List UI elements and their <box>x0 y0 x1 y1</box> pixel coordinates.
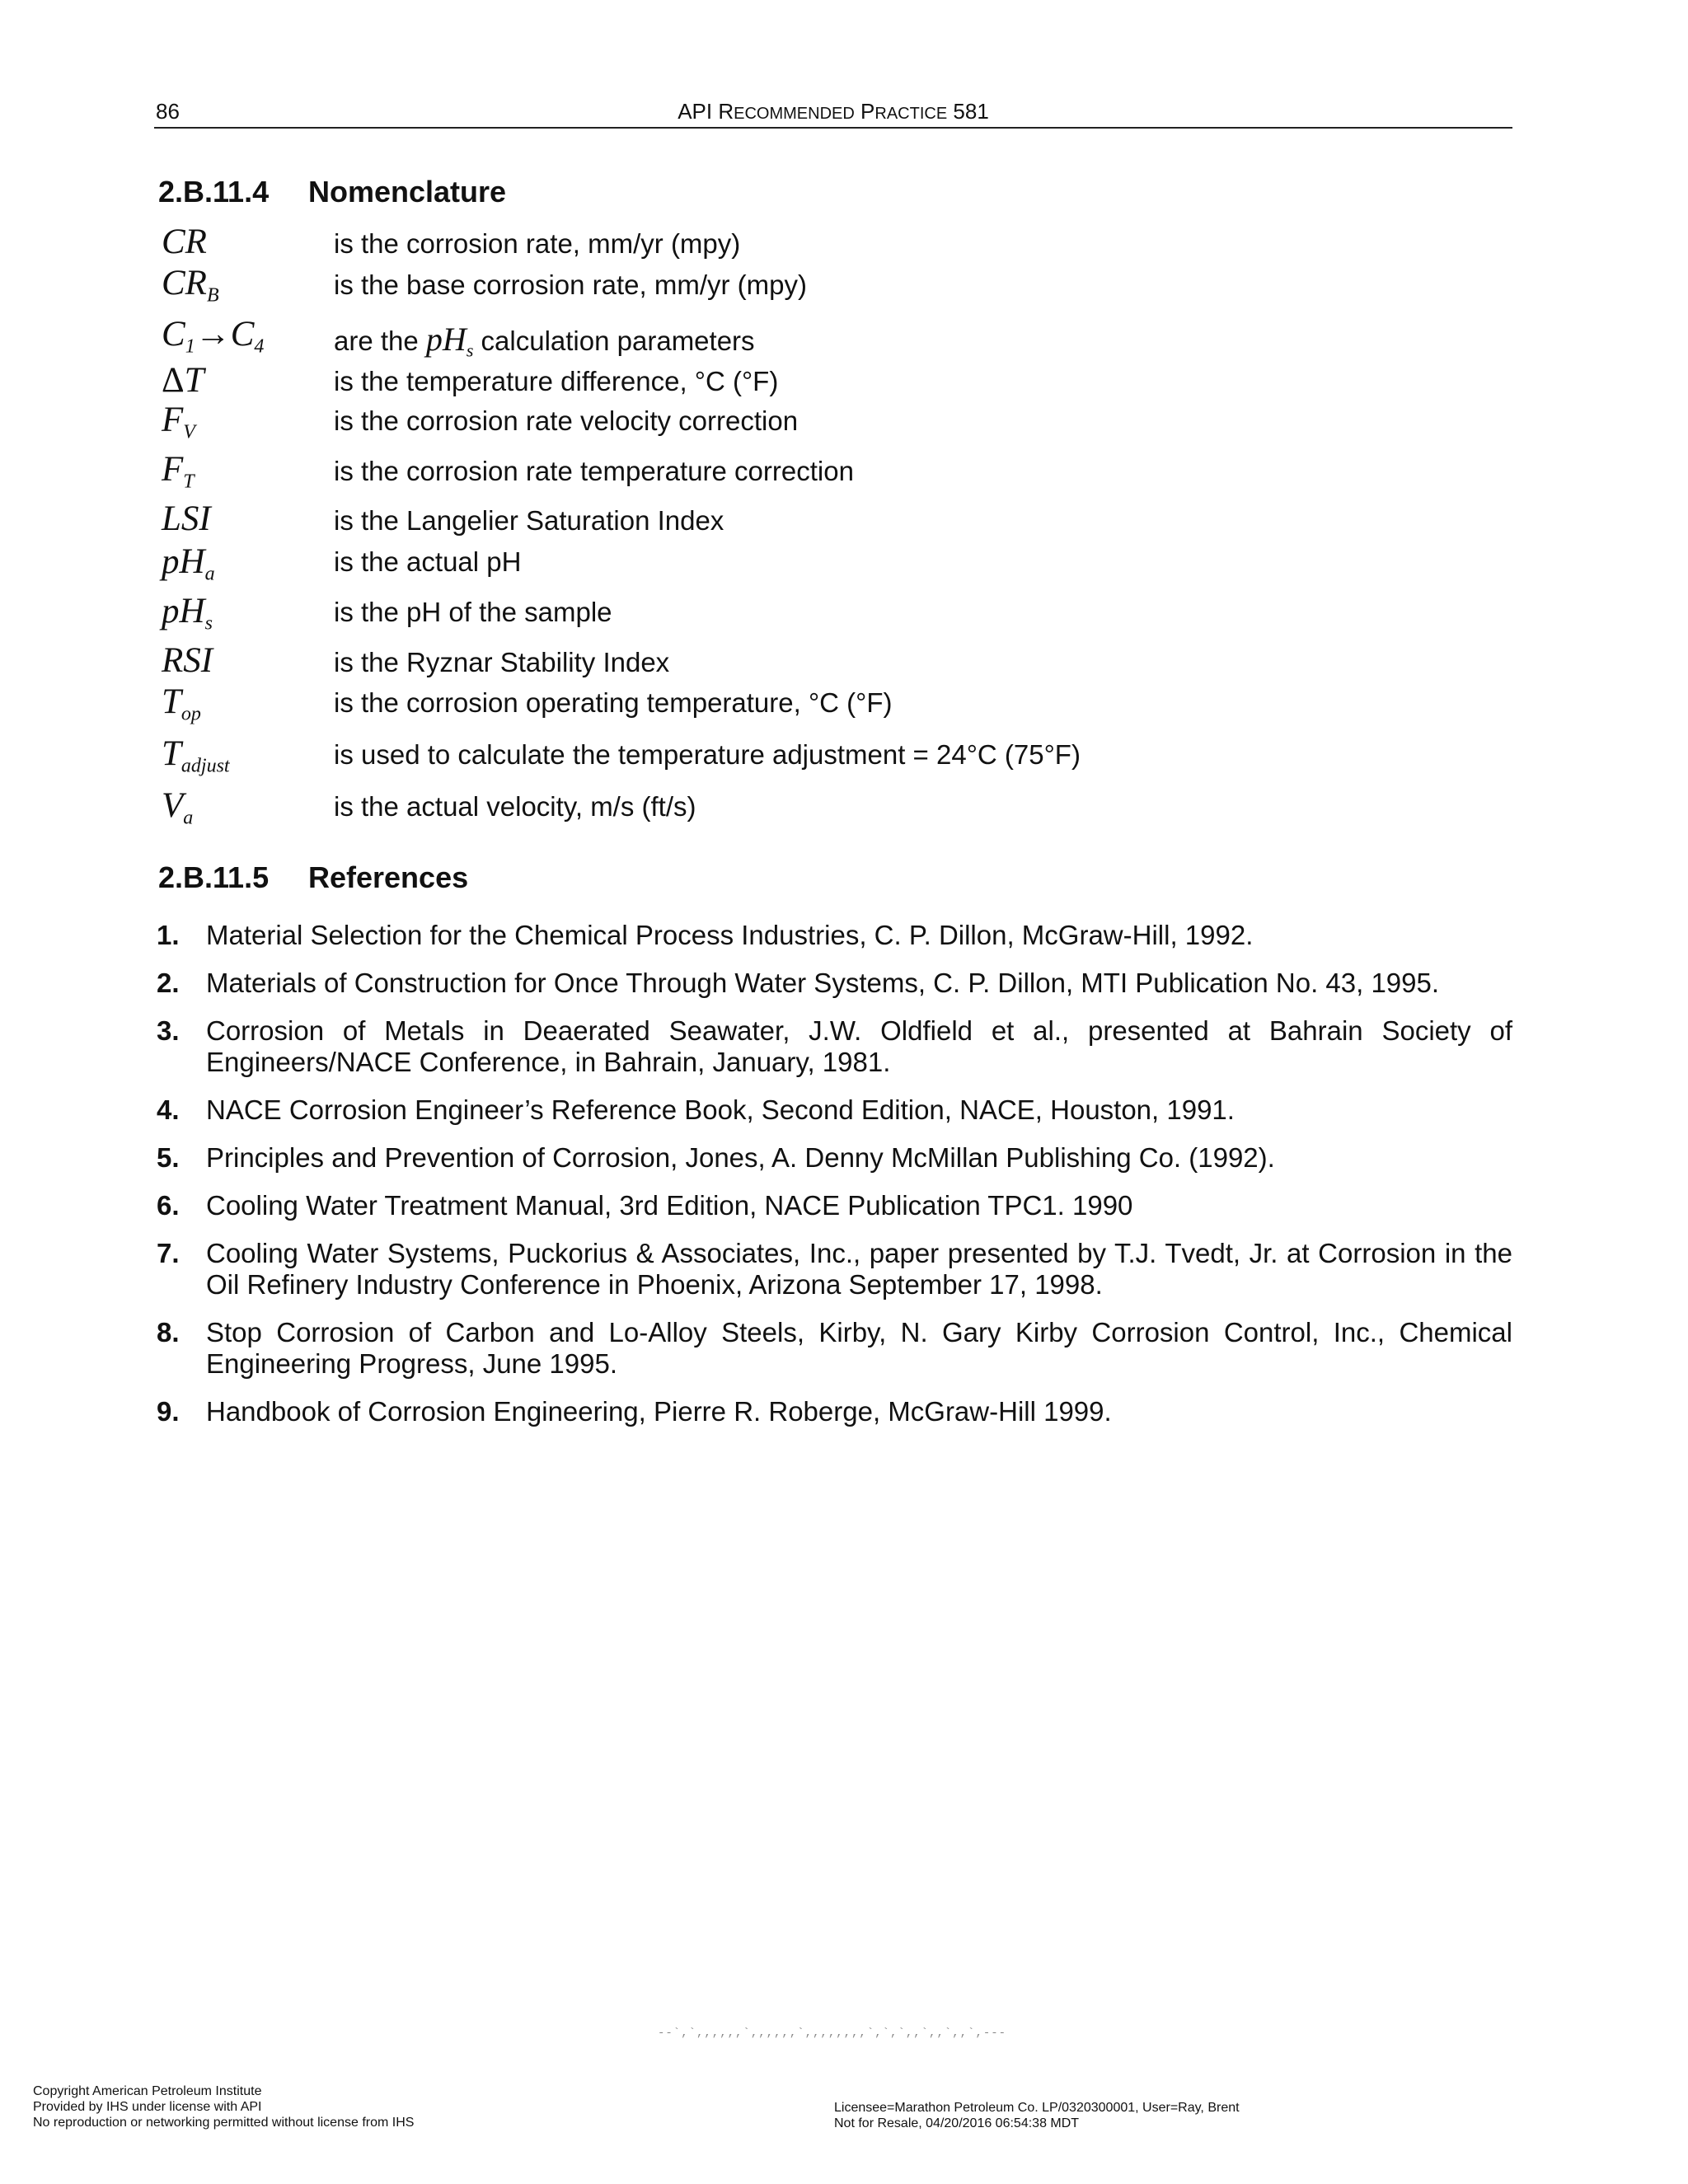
nomenclature-definition: is the Ryznar Stability Index <box>334 647 670 677</box>
reference-item: 3. Corrosion of Metals in Deaerated Seawater, J.W. Oldfield et al., presented at Bahrain Society of Engineers/NACE Conference, in Bahrain, January, 1981. <box>157 1015 1512 1077</box>
section-number: 2.B.11.4 <box>158 175 270 209</box>
reference-item: 6. Cooling Water Treatment Manual, 3rd Edition, NACE Publication TPC1. 1990 <box>157 1190 1133 1221</box>
nomenclature-definition: is the actual pH <box>334 546 522 577</box>
nomenclature-definition: is the base corrosion rate, mm/yr (mpy) <box>334 269 807 300</box>
nomenclature-symbol: $pH_s$ <box>162 592 213 635</box>
page-header <box>154 97 1512 129</box>
nomenclature-symbol: $T_{adjust}$ <box>162 734 230 777</box>
nomenclature-symbol: LSI <box>162 499 211 538</box>
section-title: References <box>308 860 469 894</box>
scan-artifact-marks: --`,`,,,,,,`,,,,,,`,,,,,,,,`,`,`,,`,,`,,`,--- <box>658 2027 1007 2040</box>
running-head: API RECOMMENDED PRACTICE 581 <box>678 99 989 124</box>
nomenclature-definition: is the corrosion operating temperature, °C (°F) <box>334 687 893 718</box>
nomenclature-definition: is the temperature difference, °C (°F) <box>334 366 779 396</box>
nomenclature-symbol: ΔT <box>162 361 204 400</box>
nomenclature-symbol: $pH_a$ <box>162 542 215 585</box>
reference-item: 4. NACE Corrosion Engineer’s Reference Book, Second Edition, NACE, Houston, 1991. <box>157 1094 1235 1125</box>
nomenclature-symbol: RSI <box>162 641 213 680</box>
section-title: Nomenclature <box>308 175 507 209</box>
nomenclature-definition: is the corrosion rate, mm/yr (mpy) <box>334 228 741 259</box>
nomenclature-symbol: CR <box>162 223 207 261</box>
reference-item: 7. Cooling Water Systems, Puckorius & Associates, Inc., paper presented by T.J. Tvedt, Jr. at Corrosion in the Oil Refinery Industry Conference in Phoenix, Arizona September 17, 1998. <box>157 1238 1512 1300</box>
page-number: 86 <box>156 99 180 124</box>
reference-item: 1. Material Selection for the Chemical Process Industries, C. P. Dillon, McGraw-Hill, 1992. <box>157 920 1254 950</box>
nomenclature-definition: is the pH of the sample <box>334 597 612 627</box>
nomenclature-definition: is used to calculate the temperature adjustment = 24°C (75°F) <box>334 739 1081 770</box>
nomenclature-symbol: $CR_B$ <box>162 264 219 307</box>
section-number: 2.B.11.5 <box>158 860 270 894</box>
nomenclature-symbol: $F_V$ <box>162 401 195 443</box>
reference-item: 2. Materials of Construction for Once Through Water Systems, C. P. Dillon, MTI Publication No. 43, 1995. <box>157 968 1440 998</box>
nomenclature-definition: is the Langelier Saturation Index <box>334 505 724 536</box>
footer-copyright: Copyright American Petroleum Institute Provided by IHS under license with API No reproduction or networking permitted without license from IHS <box>33 2084 415 2130</box>
reference-item: 8. Stop Corrosion of Carbon and Lo-Alloy Steels, Kirby, N. Gary Kirby Corrosion Control, Inc., Chemical Engineering Progress, June 1995. <box>157 1317 1512 1379</box>
reference-item: 9. Handbook of Corrosion Engineering, Pierre R. Roberge, McGraw-Hill 1999. <box>157 1396 1112 1427</box>
reference-item: 5. Principles and Prevention of Corrosion, Jones, A. Denny McMillan Publishing Co. (1992). <box>157 1142 1275 1173</box>
nomenclature-definition: are the $pH_s$ calculation parameters <box>334 321 755 361</box>
nomenclature-definition: is the corrosion rate velocity correction <box>334 405 799 436</box>
nomenclature-definition: is the actual velocity, m/s (ft/s) <box>334 791 696 822</box>
nomenclature-symbol: $T_{op}$ <box>162 682 201 725</box>
nomenclature-symbol: $C_1\to C_4$ <box>162 315 265 358</box>
nomenclature-symbol: $F_T$ <box>162 450 195 493</box>
footer-license: Licensee=Marathon Petroleum Co. LP/0320300001, User=Ray, Brent Not for Resale, 04/20/2016 06:54:38 MDT <box>834 2101 1240 2130</box>
nomenclature-definition: is the corrosion rate temperature correction <box>334 456 854 486</box>
nomenclature-symbol: $V_a$ <box>162 786 194 829</box>
